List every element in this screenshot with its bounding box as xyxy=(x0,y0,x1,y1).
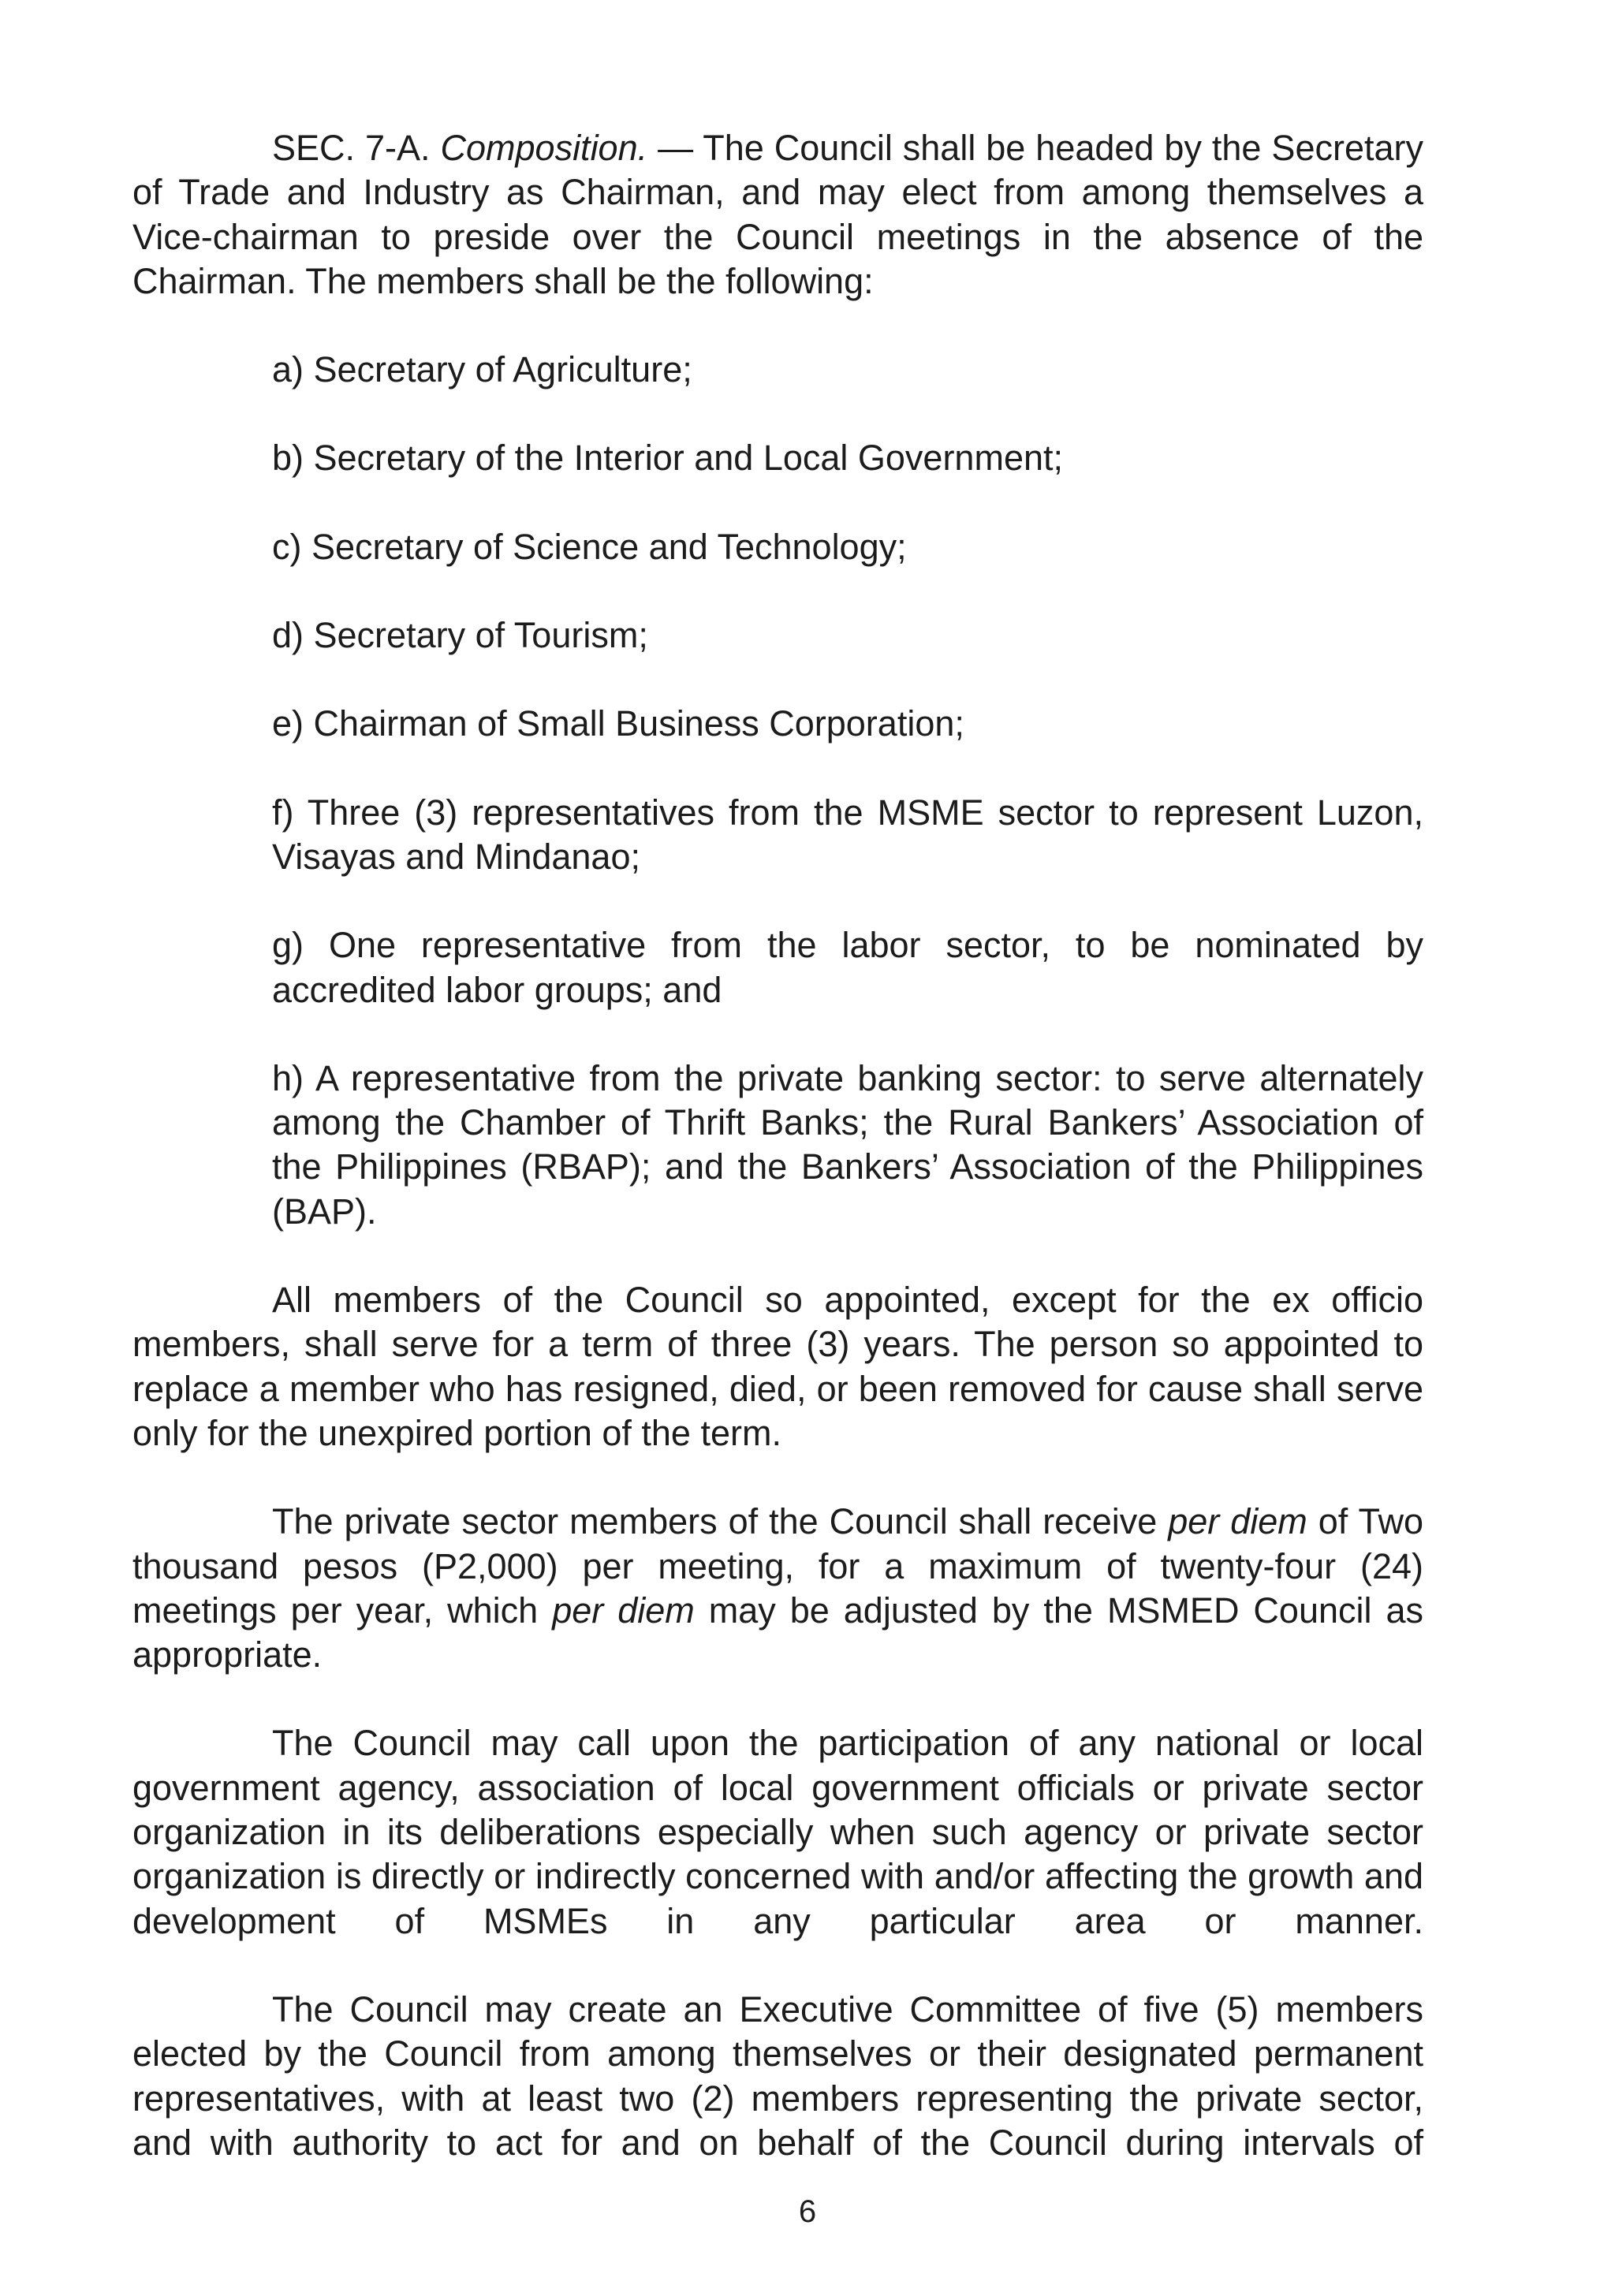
participation-paragraph: The Council may call upon the participation of any national or local government agency, association of local government officials or private sector organization in its deliberations especially when such agency or private sector organization is directly or indirectly concerned with and/or affecting the growth and development of MSMEs in any particular area or manner. xyxy=(132,1723,1423,1941)
document-page xyxy=(132,126,1423,2165)
per-diem-text-3: may be adjusted by the MSMED Council as appropriate. xyxy=(132,1590,1424,1675)
per-diem-text-1: The private sector members of the Council shall receive xyxy=(272,1501,1169,1542)
per-diem-text-2: of Two thousand pesos (P2,000) per meeting, for a maximum of twenty-four (24) meetings per year, which xyxy=(132,1501,1423,1631)
section-intro-text: — The Council shall be headed by the Secretary of Trade and Industry as Chairman, and may elect from among themselves a Vice-chairman to preside over the Council meetings in the absence of the Chairman. The members shall be the following: xyxy=(132,128,1423,301)
per-diem-paragraph xyxy=(132,1500,1423,1677)
page-number: 6 xyxy=(798,2194,817,2229)
per-diem-italic-1: per diem xyxy=(1168,1501,1307,1542)
section-7a-intro xyxy=(132,126,1423,304)
section-heading: Composition. xyxy=(440,128,648,168)
member-item: g) One representative from the labor sector, to be nominated by accredited labor groups; and xyxy=(272,925,1423,1010)
member-item: d) Secretary of Tourism; xyxy=(272,615,648,656)
section-number: SEC. 7-A. xyxy=(272,128,431,168)
term-paragraph: All members of the Council so appointed, except for the ex officio members, shall serve for a term of three (3) years. The person so appointed to replace a member who has resigned, died, or been removed for cause shall serve only for the unexpired portion of the term. xyxy=(132,1280,1423,1453)
member-item: e) Chairman of Small Business Corporation; xyxy=(272,703,964,744)
member-item: b) Secretary of the Interior and Local Government; xyxy=(272,438,1064,479)
member-item: f) Three (3) representatives from the MSME sector to represent Luzon, Visayas and Mindanao; xyxy=(272,792,1423,877)
member-item: h) A representative from the private banking sector: to serve alternately among the Chamber of Thrift Banks; the Rural Bankers’ Association of the Philippines (RBAP); and the Bankers’ Association of the Philippines (BAP). xyxy=(272,1057,1423,1232)
per-diem-italic-2: per diem xyxy=(552,1590,695,1631)
member-item: a) Secretary of Agriculture; xyxy=(272,349,692,390)
executive-committee-paragraph: The Council may create an Executive Committee of five (5) members elected by the Council from among themselves or their designated permanent representatives, with at least two (2) members representing the private sector, and with authority to act for and on behalf of the Council during intervals of xyxy=(132,1988,1423,2163)
member-item: c) Secretary of Science and Technology; xyxy=(272,526,907,567)
